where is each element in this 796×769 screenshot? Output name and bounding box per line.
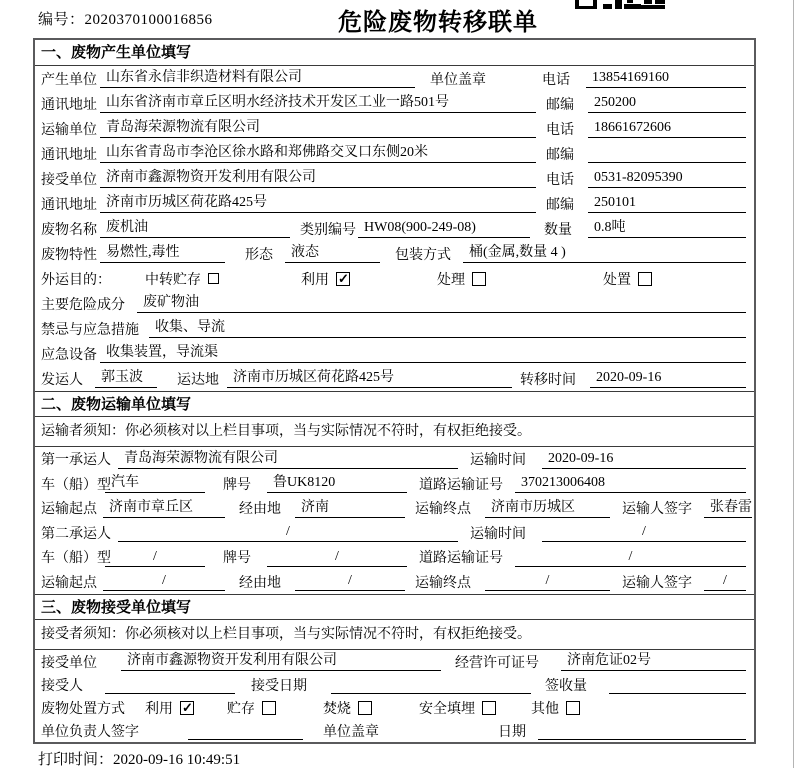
disposal-option-utilize [145, 698, 194, 718]
plate2-value: / [267, 548, 407, 567]
receiver-address-value: 济南市历城区荷花路425号 [100, 194, 536, 213]
row-responsible-sign [35, 719, 754, 742]
purpose-option-label: 处置 [603, 272, 631, 288]
disposal-option-landfill [419, 698, 496, 718]
origin1-value: 济南市章丘区 [103, 499, 225, 518]
receive-unit-label: 接受单位 [41, 655, 97, 671]
receiver-unit-value: 济南市鑫源物资开发利用有限公司 [100, 169, 536, 188]
shipper-label: 发运人 [41, 372, 83, 388]
quantity-value: 0.8吨 [588, 219, 746, 238]
first-carrier-value: 青岛海荣源物流有限公司 [118, 450, 458, 469]
receive-person-value [105, 675, 235, 694]
transport-zip-label: 邮编 [546, 147, 574, 163]
destination-value: 济南市历城区荷花路425号 [227, 369, 512, 388]
second-carrier-label: 第二承运人 [41, 526, 111, 542]
carrier-sign2-value: / [704, 572, 746, 591]
transfer-purpose-label: 外运目的： [41, 272, 111, 288]
section2-header: 二、废物运输单位填写 [35, 391, 754, 417]
unit-seal2-label: 单位盖章 [323, 724, 379, 740]
receiver-phone-value: 0531-82095390 [588, 169, 746, 188]
end2-label: 运输终点 [415, 575, 471, 591]
transporter-notice: 运输者须知：你必须核对以上栏目事项，当与实际情况不符时，有权拒绝接受。 [35, 417, 754, 447]
vehicle-type2-value: / [105, 548, 205, 567]
purpose-option-dispose [603, 269, 652, 289]
plate1-label: 牌号 [223, 477, 251, 493]
waste-form-label: 形态 [245, 247, 273, 263]
disposal-option-label: 贮存 [227, 701, 255, 717]
page-title: 危险废物转移联单 [338, 9, 538, 36]
row-transfer-purpose [35, 266, 754, 291]
category-code-value: HW08(900-249-08) [358, 219, 530, 238]
hazard-component-label: 主要危险成分 [41, 297, 125, 313]
carrier-sign1-value: 张春雷 [704, 499, 752, 518]
transport-address-value: 山东省青岛市李沧区徐水路和郑佛路交叉口东侧20米 [100, 144, 536, 163]
disposal-option-label: 利用 [145, 701, 173, 717]
print-time [38, 748, 240, 769]
transfer-time-value: 2020-09-16 [590, 369, 746, 388]
row-emergency-equipment [35, 341, 754, 366]
purpose-option-label: 处理 [437, 272, 465, 288]
print-time-value: 2020-09-16 10:49:51 [113, 752, 241, 768]
row-transport-unit [35, 116, 754, 141]
transport-phone-label: 电话 [546, 122, 574, 138]
receive-date-value [331, 675, 531, 694]
road-license2-value: / [515, 548, 746, 567]
waste-name-label: 废物名称 [41, 222, 97, 238]
receiver-phone-label: 电话 [546, 172, 574, 188]
responsible-sign-label: 单位负责人签字 [41, 724, 139, 740]
packing-label: 包装方式 [395, 247, 451, 263]
section-receiver [35, 594, 754, 742]
row-route1 [35, 496, 754, 521]
row-producer-unit [35, 66, 754, 91]
responsible-sign-value [188, 721, 303, 740]
emergency-equipment-label: 应急设备 [41, 347, 97, 363]
emergency-equipment-value: 收集装置，导流渠 [100, 344, 746, 363]
transport-time2-value: / [542, 523, 746, 542]
section3-header: 三、废物接受单位填写 [35, 594, 754, 620]
road-license1-value: 370213006408 [515, 474, 746, 493]
taboo-measures-value: 收集、导流 [149, 319, 746, 338]
signed-amount-value [609, 675, 746, 694]
serial-label: 编号： [38, 12, 85, 28]
end1-value: 济南市历城区 [485, 499, 610, 518]
disposal-option-other [531, 698, 580, 718]
producer-zip-label: 邮编 [546, 97, 574, 113]
producer-address-value: 山东省济南市章丘区明水经济技术开发区工业一路501号 [100, 94, 536, 113]
origin2-label: 运输起点 [41, 575, 97, 591]
seal-date-value [538, 721, 746, 740]
disposal-option-label: 安全填埋 [419, 701, 475, 717]
receive-person-label: 接受人 [41, 678, 83, 694]
road-license1-label: 道路运输证号 [419, 477, 503, 493]
page-edge-line [793, 0, 794, 768]
road-license2-label: 道路运输证号 [419, 551, 503, 567]
vehicle-type1-label: 车（船）型 [41, 477, 111, 493]
receiver-unit-label: 接受单位 [41, 172, 97, 188]
end2-value: / [485, 572, 610, 591]
producer-phone-label: 电话 [542, 72, 570, 88]
disposal-checkbox-landfill [482, 701, 496, 715]
purpose-checkbox-utilize [336, 272, 350, 286]
section-producer [35, 40, 754, 391]
row-receive-person [35, 673, 754, 696]
permit-label: 经营许可证号 [455, 655, 539, 671]
carrier-sign1-label: 运输人签字 [622, 502, 692, 518]
manifest-form [33, 38, 756, 744]
print-time-label: 打印时间： [38, 752, 114, 768]
purpose-option-treat [437, 269, 486, 289]
producer-phone-value: 13854169160 [586, 69, 746, 88]
row-vehicle2 [35, 545, 754, 570]
row-disposal-method [35, 696, 754, 719]
quantity-label: 数量 [544, 222, 572, 238]
row-producer-address [35, 91, 754, 116]
serial-value: 2020370100016856 [84, 12, 213, 28]
disposal-option-label: 其他 [531, 701, 559, 717]
unit-seal-label: 单位盖章 [430, 72, 486, 88]
receiver-address-label: 通讯地址 [41, 197, 97, 213]
purpose-option-transfer-storage [145, 269, 219, 289]
purpose-option-label: 中转贮存 [145, 272, 201, 288]
transfer-time-label: 转移时间 [520, 372, 576, 388]
category-code-label: 类别编号 [300, 222, 356, 238]
disposal-checkbox-other [566, 701, 580, 715]
destination-label: 运达地 [177, 372, 219, 388]
row-receive-unit [35, 650, 754, 673]
transport-phone-value: 18661672606 [588, 119, 746, 138]
transport-zip-value [588, 144, 746, 163]
row-taboo-measures [35, 316, 754, 341]
transport-unit-value: 青岛海荣源物流有限公司 [100, 119, 536, 138]
transport-time2-label: 运输时间 [470, 526, 526, 542]
row-shipper [35, 366, 754, 391]
disposal-option-label: 焚烧 [323, 701, 351, 717]
row-first-carrier [35, 447, 754, 472]
waste-form-value: 液态 [285, 244, 380, 263]
permit-value: 济南危证02号 [561, 652, 746, 671]
disposal-checkbox-storage [262, 701, 276, 715]
qr-code-fragment-icon [575, 0, 667, 9]
receiver-zip-label: 邮编 [546, 197, 574, 213]
section-transporter [35, 391, 754, 594]
taboo-measures-label: 禁忌与应急措施 [41, 322, 139, 338]
via2-label: 经由地 [239, 575, 281, 591]
disposal-option-storage [227, 698, 276, 718]
receiver-notice: 接受者须知：你必须核对以上栏目事项，当与实际情况不符时，有权拒绝接受。 [35, 620, 754, 650]
producer-zip-value: 250200 [588, 94, 746, 113]
purpose-checkbox-dispose [638, 272, 652, 286]
end1-label: 运输终点 [415, 502, 471, 518]
producer-address-label: 通讯地址 [41, 97, 97, 113]
transport-unit-label: 运输单位 [41, 122, 97, 138]
producer-unit-value: 山东省永信非织造材料有限公司 [100, 69, 415, 88]
row-hazard-component [35, 291, 754, 316]
row-transport-address [35, 141, 754, 166]
vehicle-type1-value: 汽车 [105, 474, 205, 493]
waste-character-label: 废物特性 [41, 247, 97, 263]
transport-time1-value: 2020-09-16 [542, 450, 746, 469]
via2-value: / [295, 572, 405, 591]
origin2-value: / [103, 572, 225, 591]
waste-name-value: 废机油 [100, 219, 290, 238]
purpose-option-label: 利用 [301, 272, 329, 288]
plate1-value: 鲁UK8120 [267, 474, 407, 493]
hazard-component-value: 废矿物油 [137, 294, 746, 313]
transport-address-label: 通讯地址 [41, 147, 97, 163]
row-receiver-unit [35, 166, 754, 191]
packing-value: 桶(金属,数量 4 ) [463, 244, 746, 263]
receive-date-label: 接受日期 [251, 678, 307, 694]
row-receiver-address [35, 191, 754, 216]
signed-amount-label: 签收量 [545, 678, 587, 694]
receiver-zip-value: 250101 [588, 194, 746, 213]
producer-unit-label: 产生单位 [41, 72, 97, 88]
purpose-option-utilize [301, 269, 350, 289]
origin1-label: 运输起点 [41, 502, 97, 518]
disposal-checkbox-utilize [180, 701, 194, 715]
receive-unit-value: 济南市鑫源物资开发利用有限公司 [121, 652, 441, 671]
carrier-sign2-label: 运输人签字 [622, 575, 692, 591]
row-vehicle1 [35, 472, 754, 497]
row-route2 [35, 570, 754, 595]
disposal-method-label: 废物处置方式 [41, 701, 125, 717]
section1-header: 一、废物产生单位填写 [35, 40, 754, 66]
purpose-checkbox-transfer-storage [208, 273, 219, 284]
vehicle-type2-label: 车（船）型 [41, 551, 111, 567]
purpose-checkbox-treat [472, 272, 486, 286]
waste-character-value: 易燃性,毒性 [100, 244, 225, 263]
seal-date-label: 日期 [498, 724, 526, 740]
via1-value: 济南 [295, 499, 405, 518]
plate2-label: 牌号 [223, 551, 251, 567]
transport-time1-label: 运输时间 [470, 453, 526, 469]
first-carrier-label: 第一承运人 [41, 453, 111, 469]
disposal-checkbox-incinerate [358, 701, 372, 715]
row-waste-character [35, 241, 754, 266]
disposal-option-incinerate [323, 698, 372, 718]
row-waste-name [35, 216, 754, 241]
shipper-value: 郭玉波 [95, 369, 157, 388]
second-carrier-value: / [118, 523, 458, 542]
row-second-carrier [35, 521, 754, 546]
via1-label: 经由地 [239, 502, 281, 518]
